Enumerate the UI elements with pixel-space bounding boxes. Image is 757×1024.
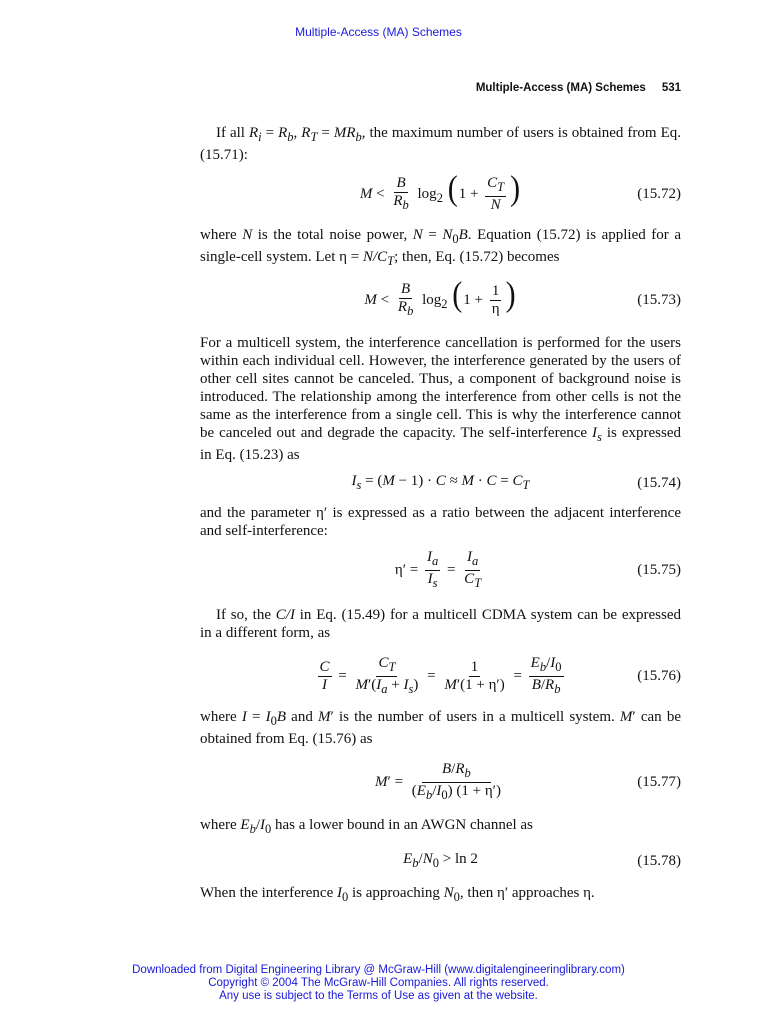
equation-15-76: $\frac{C}{I}$ = $\frac{C_T}{M'(I_a + I_s)}$ = $\frac{1}{M'(1 + \eta')}$ = $\frac{E_b/I_0}{B/R_b}$ (15.76) [319, 654, 681, 696]
equation-number: (15.73) [637, 292, 681, 308]
footer-terms[interactable]: Any use is subject to the Terms of Use as given at the website. [219, 990, 538, 1002]
top-link[interactable]: Multiple-Access (MA) Schemes [295, 25, 462, 39]
equation-number: (15.76) [637, 668, 681, 684]
paragraph: where $E_b/I_0$ has a lower bound in an AWGN channel as [200, 817, 533, 836]
paragraph: If all $R_i = R_b$, $R_T = MR_b$, the maximum number of users is obtained from Eq. (15.71): [200, 125, 681, 163]
equation-15-75: η′ = $\frac{I_a}{I_s}$ = $\frac{I_a}{C_T}$ (15.75) [394, 548, 681, 590]
paragraph: If so, the C/I in Eq. (15.49) for a multicell CDMA system can be expressed in a different form, as [200, 607, 681, 641]
equation-number: (15.74) [637, 475, 681, 491]
footer-copyright: Copyright © 2004 The McGraw-Hill Companies. All rights reserved. [208, 977, 549, 989]
equation-number: (15.75) [637, 562, 681, 578]
paragraph: For a multicell system, the interference cancellation is performed for the users within each individual cell. However, the interference generated by the users of other cell sites cannot be canceled. Thus, a component of background noise is introduced. The relationship among the interference from other cells is not the same as the interference from a single cell. This is why the interference cannot be canceled out and degrade the capacity. The self-interference $I_s$ is expressed in Eq. (15.23) as [200, 335, 681, 463]
paragraph: When the interference $I_0$ is approaching $N_0$, then η′ approaches η. [200, 885, 595, 904]
equation-15-74: $I_s = (M - 1) \cdot C \approx M \cdot C = C_T$ (15.74) [351, 473, 681, 492]
equation-15-72: M < $\frac{B}{R_b}$ $\log_2 (1$ + $\frac{C_T}{N}$ ) (15.72) [359, 169, 681, 214]
equation-15-73: M < $\frac{B}{R_b}$ $\log_2 (1$ + $\frac{1}{\eta}$ ) (15.73) [364, 275, 681, 319]
footer-link[interactable]: Downloaded from Digital Engineering Library @ McGraw-Hill (www.digitalengineeringlibrary.com) [132, 964, 625, 976]
paragraph: and the parameter η′ is expressed as a ratio between the adjacent interference and self-interference: [200, 505, 681, 539]
running-header [200, 82, 681, 94]
equation-number: (15.72) [637, 186, 681, 202]
equation-15-78: $E_b/N_0 > \ln 2$ (15.78) [403, 851, 681, 870]
paragraph: where N is the total noise power, $N = N_0B$. Equation (15.72) is applied for a single-cell system. Let $\eta = N/C_T$; then, Eq. (15.72) becomes [200, 227, 681, 268]
page-body [200, 124, 681, 906]
equation-15-77: M′ = $\frac{B/R_b}{(E_b/I_0) (1 + \eta')}$ (15.77) [375, 760, 681, 802]
page-number: 531 [661, 82, 681, 94]
paragraph: where $I = I_0B$ and M′ is the number of users in a multicell system. M′ can be obtained from Eq. (15.76) as [200, 709, 681, 747]
header-title: Multiple-Access (MA) Schemes [475, 82, 646, 94]
equation-number: (15.77) [637, 774, 681, 790]
equation-number: (15.78) [637, 853, 681, 869]
footer [0, 964, 757, 1003]
